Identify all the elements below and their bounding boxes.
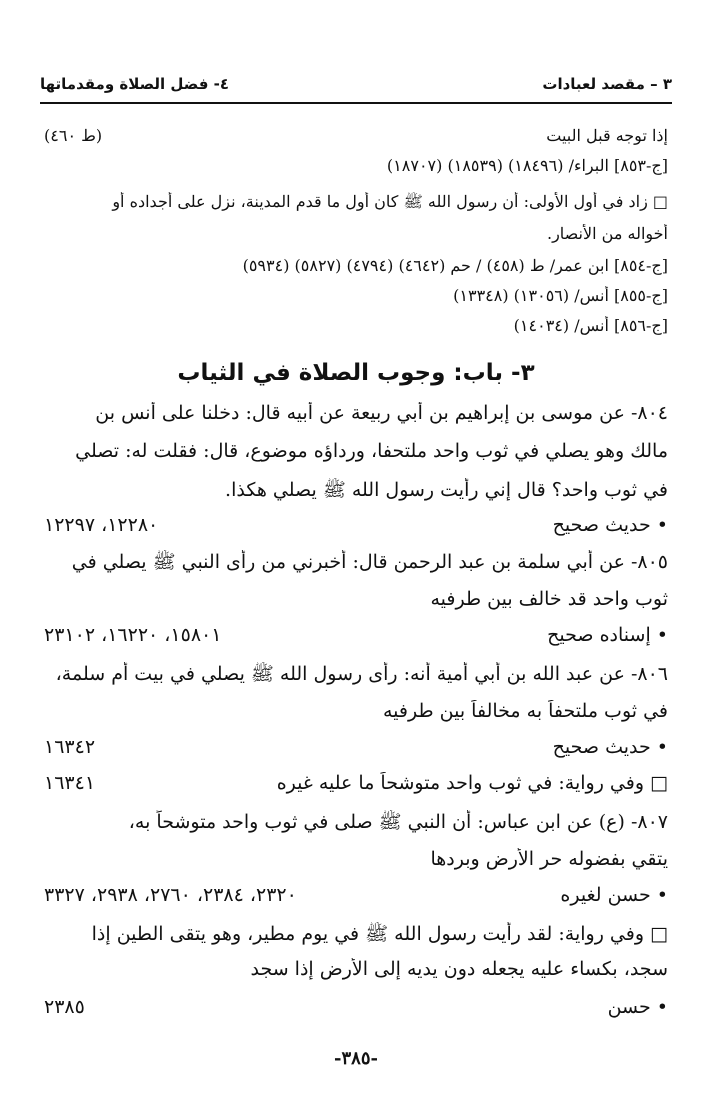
text-line (44, 126, 668, 145)
grading-text: • حسن (607, 996, 668, 1018)
reference-numbers: ١٦٣٤١ (44, 772, 96, 794)
text-line: [ج-٨٥٥] أنس/ (١٣٠٥٦) (١٣٣٤٨) (453, 286, 668, 305)
text-line: □ وفي رواية: لقد رأيت رسول الله ﷺ في يوم مطير، وهو يتقى الطين إذا (91, 923, 668, 945)
text-line: في ثوب واحد؟ قال إني رأيت رسول الله ﷺ يصلي هكذا. (225, 479, 668, 501)
grading-line (44, 736, 668, 758)
reference-numbers: ١٥٨٠١، ١٦٢٢٠، ٢٣١٠٢ (44, 624, 222, 646)
grading-text: • إسناده صحيح (547, 624, 668, 646)
page-number: -٣٨٥- (334, 1048, 378, 1069)
text-line: □ زاد في أول الأولى: أن رسول الله ﷺ كان أول ما قدم المدينة، نزل على أجداده أو (112, 192, 668, 211)
text-line: [ج-٨٥٦] أنس/ (١٤٠٣٤) (513, 316, 668, 335)
running-header (40, 70, 672, 98)
header-section: ٤- فضل الصلاة ومقدماتها (40, 75, 229, 93)
text-line: ثوب واحد قد خالف بين طرفيه (430, 588, 668, 610)
grading-line (44, 624, 668, 646)
text-line: أخواله من الأنصار. (546, 224, 668, 243)
grading-text: • حديث صحيح (552, 736, 668, 758)
variant-line (44, 772, 668, 794)
text-line: يتقي بفضوله حر الأرض وبردها (430, 848, 668, 870)
grading-line (44, 884, 668, 906)
line-reference: (ط ٤٦٠) (44, 126, 103, 145)
text-line: ٨٠٤- عن موسى بن إبراهيم بن أبي ربيعة عن أبيه قال: دخلنا على أنس بن (95, 402, 668, 424)
text-line: ٨٠٧- (ع) عن ابن عباس: أن النبي ﷺ صلى في ثوب واحد متوشحاً به، (128, 811, 668, 833)
text-line: [ج-٨٥٤] ابن عمر/ ط (٤٥٨) / حم (٤٦٤٢) (٤٧٩٤) (٥٨٢٧) (٥٩٣٤) (242, 256, 668, 275)
grading-text: • حديث صحيح (552, 514, 668, 536)
reference-numbers: ٢٣٢٠، ٢٣٨٤، ٢٧٦٠، ٢٩٣٨، ٣٣٢٧ (44, 884, 297, 906)
grading-line (44, 996, 668, 1018)
text-line: ٨٠٥- عن أبي سلمة بن عبد الرحمن قال: أخبرني من رأى النبي ﷺ يصلي في (71, 551, 668, 573)
text-line: مالك وهو يصلي في ثوب واحد ملتحفا، ورداؤه موضوع، قال: فقلت له: تصلي (75, 440, 668, 462)
line-text: إذا توجه قبل البيت (546, 126, 668, 145)
reference-numbers: ١٢٢٨٠، ١٢٢٩٧ (44, 514, 159, 536)
header-chapter: ٣ – مقصد لعبادات (542, 75, 672, 93)
text-line: ٨٠٦- عن عبد الله بن أبي أمية أنه: رأى رسول الله ﷺ يصلي في بيت أم سلمة، (55, 663, 668, 685)
grading-line (44, 514, 668, 536)
section-heading: ٣- باب: وجوب الصلاة في الثياب (177, 360, 535, 386)
reference-numbers: ٢٣٨٥ (44, 996, 85, 1018)
header-divider (40, 102, 672, 104)
variant-text: □ وفي رواية: في ثوب واحد متوشحاً ما عليه غيره (276, 772, 668, 794)
text-line: في ثوب ملتحفاً به مخالفاً بين طرفيه (383, 700, 668, 722)
reference-numbers: ١٦٣٤٢ (44, 736, 96, 758)
text-line: سجد، بكساء عليه يجعله دون يديه إلى الأرض إذا سجد (250, 958, 668, 980)
text-line: [ج-٨٥٣] البراء/ (١٨٤٩٦) (١٨٥٣٩) (١٨٧٠٧) (386, 156, 668, 175)
grading-text: • حسن لغيره (560, 884, 668, 906)
